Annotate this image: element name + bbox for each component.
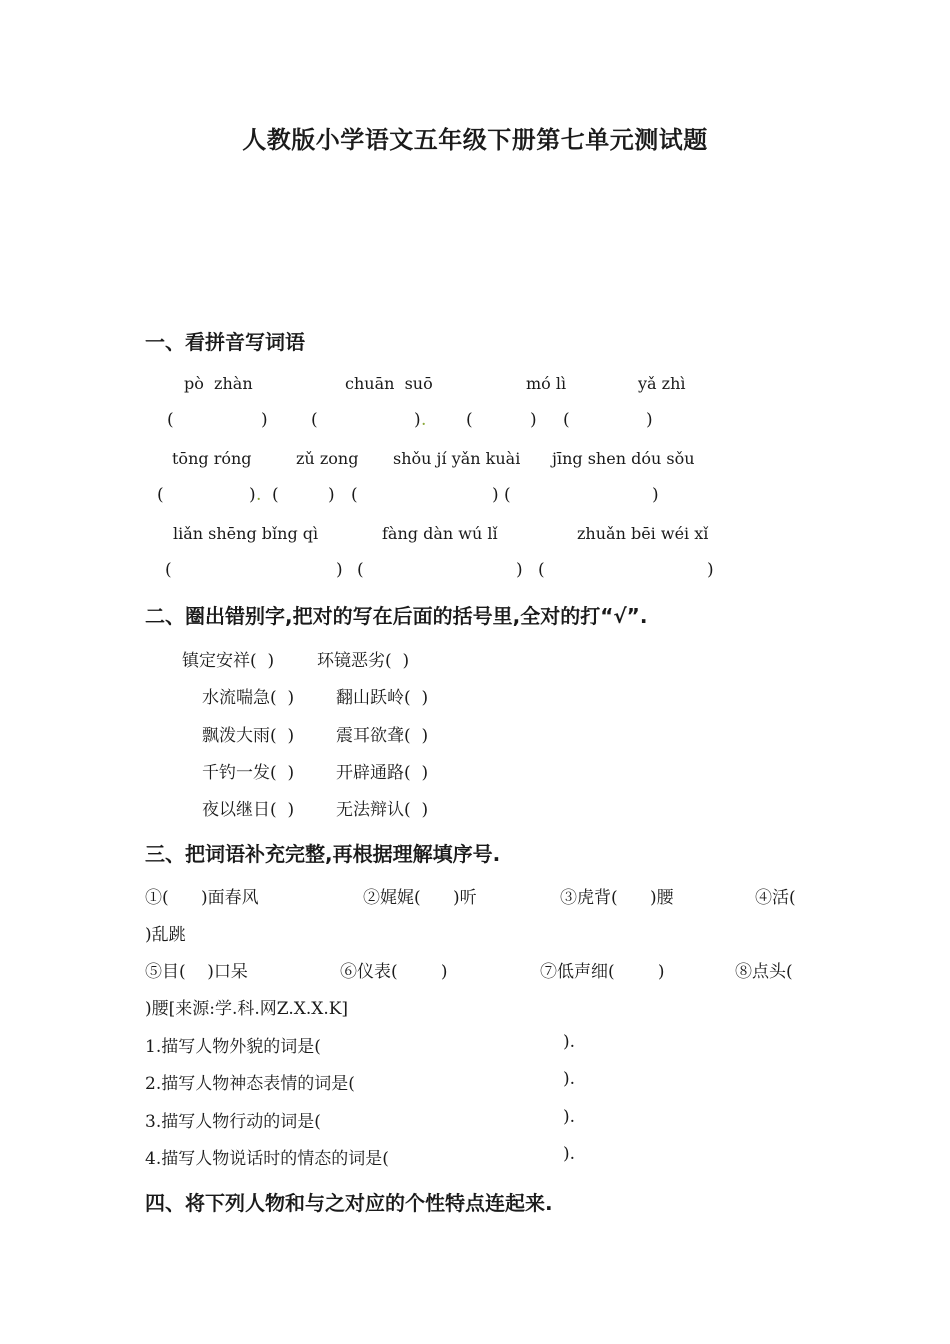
answer-paren-open: ( [504,485,511,505]
fill-item: ④活( [755,888,796,908]
question-close: ). [563,1107,576,1127]
answer-paren-open: ( [538,560,545,580]
section-3-heading: 三、把词语补充完整,再根据理解填序号. [145,842,501,866]
fill-item: ②娓娓( )听 [363,888,477,908]
answer-paren-open: ( [165,560,172,580]
typo-item: 开辟通路( ) [336,763,429,783]
pinyin-zuzong: zǔ zong [296,449,359,468]
answer-paren-open: ( [563,410,570,430]
typo-item: 水流喘急( ) [202,688,295,708]
question-1: 1.描写人物外貌的词是( [145,1037,321,1057]
pinyin-yazhi: yǎ zhì [638,374,686,393]
pinyin-moli: mó lì [526,374,567,393]
fill-item-cont: )腰[来源:学.科.网Z.X.X.K] [145,999,349,1019]
pinyin-shoujiyankuai: shǒu jí yǎn kuài [393,449,521,468]
typo-item: 翻山跃岭( ) [336,688,429,708]
answer-paren-open: ( [357,560,364,580]
answer-paren-close: ) [414,410,421,430]
typo-item: 环镜恶劣( ) [317,651,410,671]
answer-paren-open: ( [351,485,358,505]
question-2: 2.描写人物神态表情的词是( [145,1074,355,1094]
typo-item: 千钓一发( ) [202,763,295,783]
typo-item: 夜以继日( ) [202,800,295,820]
fill-item: ⑥仪表( ) [340,962,448,982]
answer-paren-open: ( [167,410,174,430]
typo-item: 震耳欲聋( ) [336,726,429,746]
section-1-heading: 一、看拼音写词语 [145,330,305,354]
pinyin-jingshendousou: jīng shen dóu sǒu [552,449,695,468]
question-4: 4.描写人物说话时的情态的词是( [145,1149,389,1169]
typo-item: 镇定安祥( ) [182,651,275,671]
question-close: ). [563,1144,576,1164]
fill-item: ③虎背( )腰 [560,888,674,908]
answer-paren-close: ) [646,410,653,430]
page-title: 人教版小学语文五年级下册第七单元测试题 [242,126,708,154]
answer-paren-close: ) [328,485,335,505]
fill-item-cont: )乱跳 [145,925,186,945]
pinyin-fangdanwuli: fàng dàn wú lǐ [382,524,498,543]
answer-paren-close: ) [516,560,523,580]
answer-paren-close: ) [707,560,714,580]
answer-paren-close: ) [492,485,499,505]
typo-item: 飘泼大雨( ) [202,726,295,746]
question-close: ). [563,1069,576,1089]
pinyin-pozhan: pò zhàn [184,374,253,393]
answer-paren-close: ) [249,485,256,505]
question-3: 3.描写人物行动的词是( [145,1112,321,1132]
fill-item: ①( )面春风 [145,888,259,908]
typo-item: 无法辩认( ) [336,800,429,820]
green-dot: . [421,410,427,430]
question-close: ). [563,1032,576,1052]
answer-paren-open: ( [466,410,473,430]
pinyin-zhuanbeiweixi: zhuǎn bēi wéi xǐ [577,524,709,543]
green-dot: . [256,485,262,505]
pinyin-lianshengbingqi: liǎn shēng bǐng qì [173,524,319,543]
answer-paren-close: ) [261,410,268,430]
fill-item: ⑧点头( [735,962,793,982]
pinyin-chuansuo: chuān suō [345,374,433,393]
fill-item: ⑦低声细( ) [540,962,665,982]
section-2-heading: 二、圈出错别字,把对的写在后面的括号里,全对的打“√”. [145,604,648,628]
answer-paren-open: ( [311,410,318,430]
answer-paren-close: ) [530,410,537,430]
fill-item: ⑤目( )口呆 [145,962,248,982]
answer-paren-open: ( [157,485,164,505]
answer-paren-close: ) [336,560,343,580]
answer-paren-close: ) [652,485,659,505]
answer-paren-open: ( [272,485,279,505]
section-4-heading: 四、将下列人物和与之对应的个性特点连起来. [145,1191,553,1215]
pinyin-tongrong: tōng róng [172,449,252,468]
